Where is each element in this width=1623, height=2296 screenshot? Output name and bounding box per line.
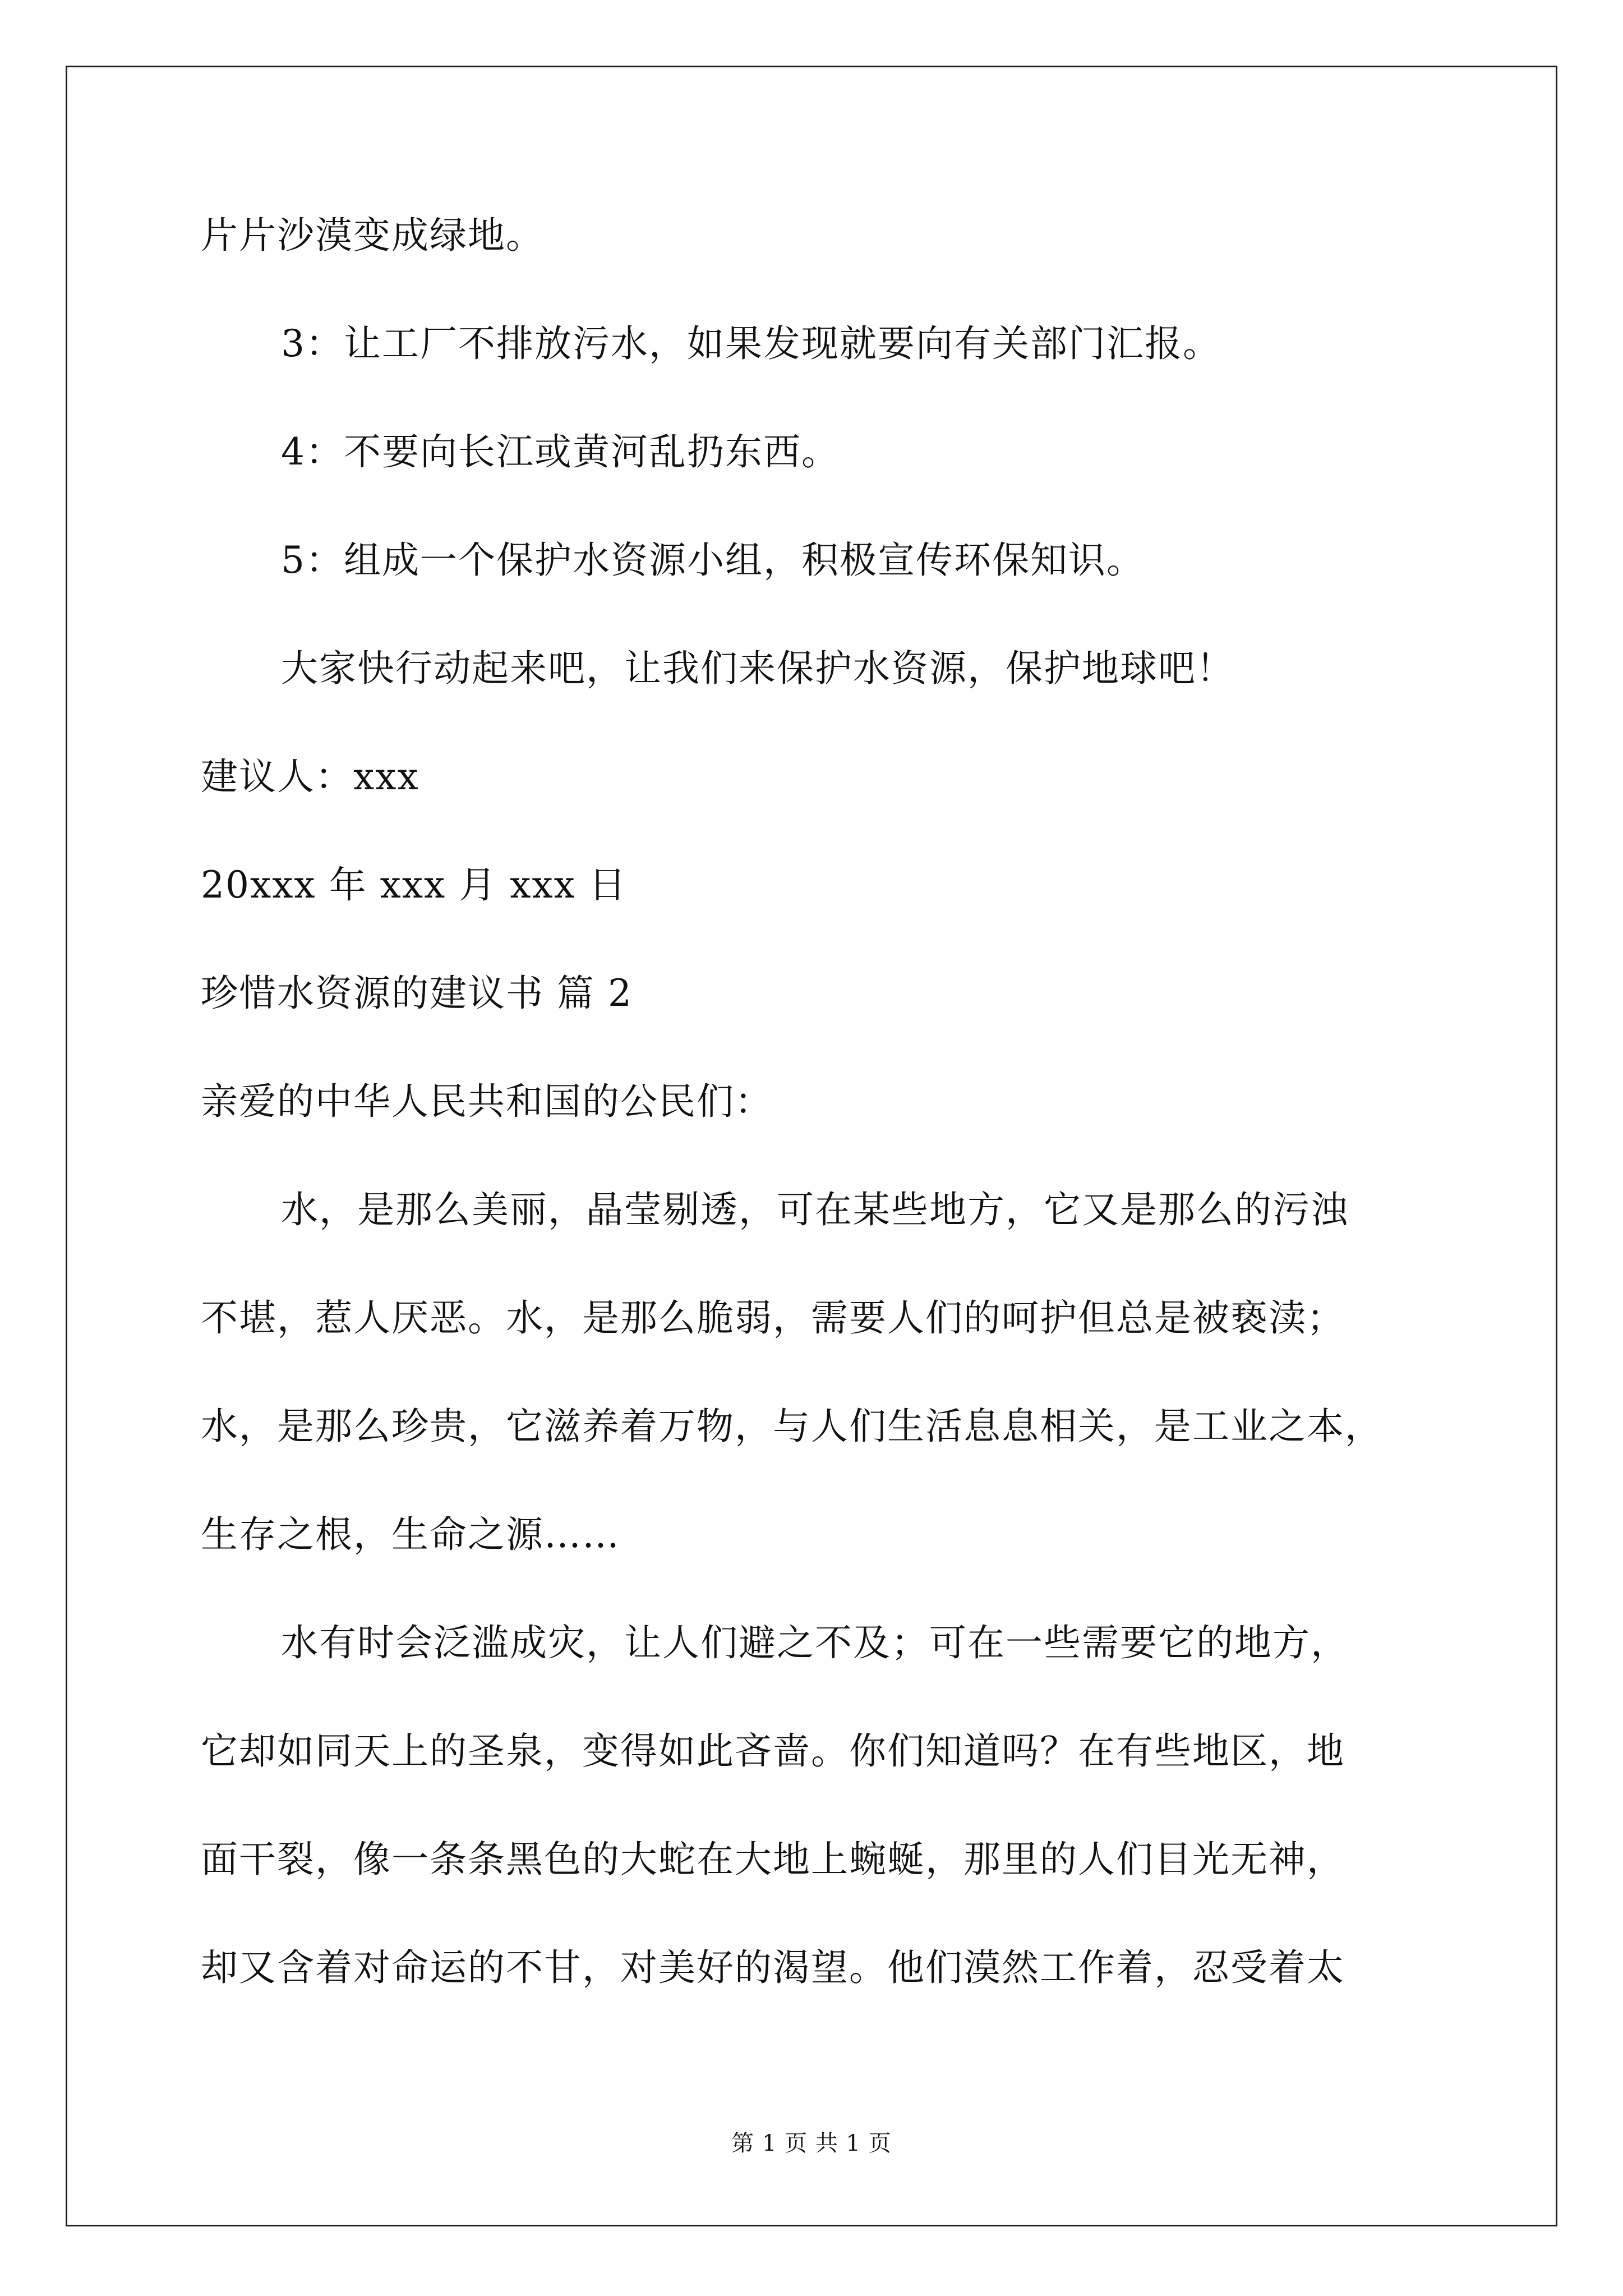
salutation: 亲爱的中华人民共和国的公民们： — [201, 1080, 773, 1123]
paragraph-line: 片片沙漠变成绿地。 — [201, 214, 544, 257]
signature-line: 建议人：xxx — [201, 755, 419, 798]
list-item-4: 4：不要向长江或黄河乱扔东西。 — [281, 430, 840, 473]
paragraph-line: 生存之根，生命之源…… — [201, 1513, 620, 1556]
paragraph-line: 面干裂，像一条条黑色的大蛇在大地上蜿蜒，那里的人们目光无神， — [201, 1838, 1345, 1881]
closing-appeal: 大家快行动起来吧，让我们来保护水资源，保护地球吧！ — [281, 647, 1234, 690]
section-title: 珍惜水资源的建议书 篇 2 — [201, 972, 633, 1015]
paragraph-line: 却又含着对命运的不甘，对美好的渴望。他们漠然工作着，忍受着太 — [201, 1946, 1345, 1989]
list-item-5: 5：组成一个保护水资源小组，积极宣传环保知识。 — [281, 539, 1145, 582]
paragraph-line: 水，是那么珍贵，它滋养着万物，与人们生活息息相关，是工业之本， — [201, 1405, 1383, 1448]
paragraph-line: 不堪，惹人厌恶。水，是那么脆弱，需要人们的呵护但总是被亵渎； — [201, 1296, 1345, 1340]
date-line: 20xxx 年 xxx 月 xxx 日 — [201, 863, 627, 907]
list-item-3: 3：让工厂不排放污水，如果发现就要向有关部门汇报。 — [281, 322, 1221, 365]
page-footer: 第 1 页 共 1 页 — [731, 2131, 892, 2156]
paragraph-line: 它却如同天上的圣泉，变得如此吝啬。你们知道吗？在有些地区，地 — [201, 1729, 1345, 1773]
paragraph-line: 水有时会泛滥成灾，让人们避之不及；可在一些需要它的地方， — [281, 1621, 1349, 1664]
page-frame — [66, 66, 1557, 2226]
paragraph-line: 水，是那么美丽，晶莹剔透，可在某些地方，它又是那么的污浊 — [281, 1188, 1349, 1231]
